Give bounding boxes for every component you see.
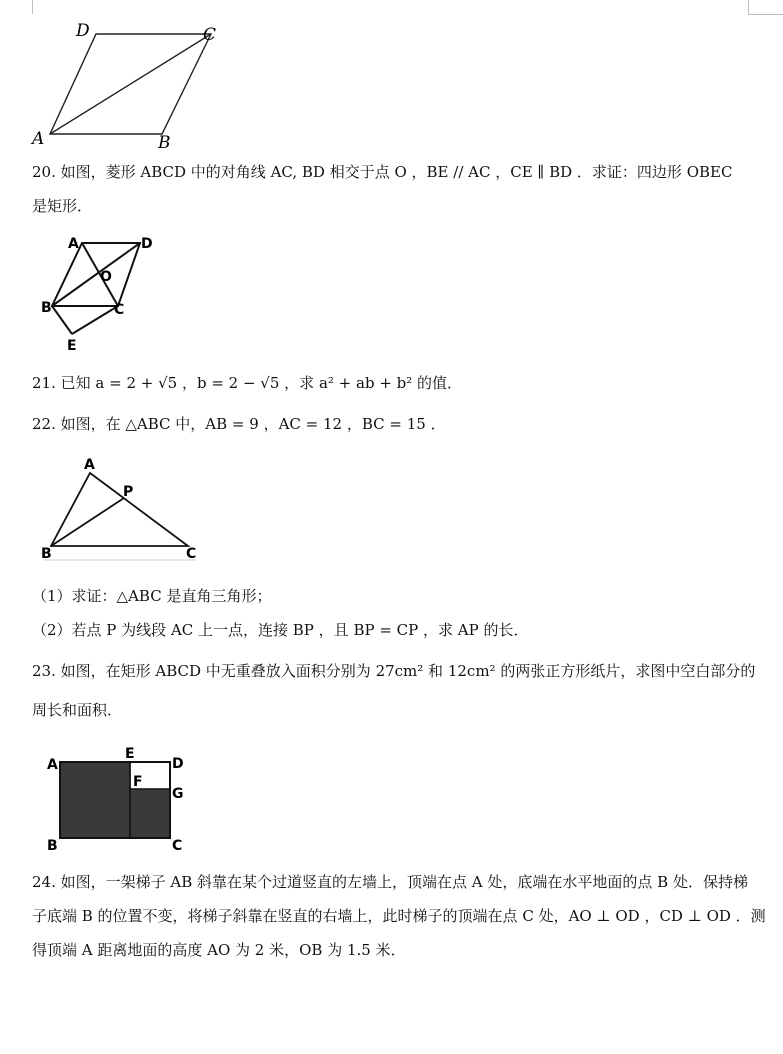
crop-mark-right (748, 0, 750, 14)
vertex-label-a: A (84, 457, 95, 473)
vertex-label-b: B (47, 838, 58, 854)
q22-line-1: 22. 如图，在 △ABC 中，AB = 9 ，AC = 12 ，BC = 15 ． (32, 415, 446, 433)
vertex-label-e: E (125, 746, 135, 762)
q24-line-1: 24. 如图，一架梯子 AB 斜靠在某个过道竖直的左墙上，顶端在点 A 处，底端在水平地面的点 B 处．保持梯 (32, 873, 748, 891)
vertex-label-a: A (68, 236, 79, 252)
figure-triangle (38, 452, 208, 567)
vertex-label-c: C (114, 302, 125, 318)
vertex-label-g: G (172, 786, 184, 802)
crop-mark-right-horizontal (748, 14, 783, 16)
q21-line-1: 21. 已知 a = 2 + √5 ，b = 2 − √5 ，求 a² + ab + b² 的值． (32, 374, 463, 392)
q20-line-2: 是矩形． (32, 197, 93, 215)
vertex-label-b: B (41, 546, 52, 562)
q24-line-2: 子底端 B 的位置不变，将梯子斜靠在竖直的右墙上，此时梯子的顶端在点 C 处，AO ⊥ OD ，CD ⊥ OD ．测 (32, 907, 766, 925)
vertex-label-c: C (172, 838, 183, 854)
vertex-label-c: C (186, 546, 197, 562)
vertex-label-d: D (141, 236, 153, 252)
vertex-label-a: A (32, 129, 45, 149)
q20-line-1: 20. 如图，菱形 ABCD 中的对角线 AC, BD 相交于点 O ，BE // AC ，CE ∥ BD ．求证：四边形 OBEC (32, 163, 733, 181)
figure-parallelogram (28, 18, 228, 153)
q22-sub-1: （1）求证：△ABC 是直角三角形； (32, 587, 272, 605)
vertex-label-a: A (47, 757, 58, 773)
vertex-label-o: O (100, 269, 112, 285)
figure-rectangle (42, 738, 202, 856)
vertex-label-p: P (123, 484, 134, 500)
vertex-label-b: B (41, 300, 52, 316)
q24-line-3: 得顶端 A 距离地面的高度 AO 为 2 米，OB 为 1.5 米． (32, 941, 406, 959)
vertex-label-e: E (67, 338, 77, 354)
vertex-label-c: C (203, 25, 217, 45)
q23-line-1: 23. 如图，在矩形 ABCD 中无重叠放入面积分别为 27cm² 和 12cm² 的两张正方形纸片，求图中空白部分的 (32, 662, 756, 680)
vertex-label-d: D (76, 21, 90, 41)
figure-rhombus (32, 230, 162, 358)
vertex-label-f: F (133, 774, 143, 790)
crop-mark-left (32, 0, 34, 14)
q22-sub-2: （2）若点 P 为线段 AC 上一点，连接 BP ，且 BP = CP ，求 AP 的长． (32, 621, 529, 639)
vertex-label-b: B (158, 133, 171, 153)
vertex-label-d: D (172, 756, 184, 772)
q23-line-2: 周长和面积． (32, 701, 123, 719)
